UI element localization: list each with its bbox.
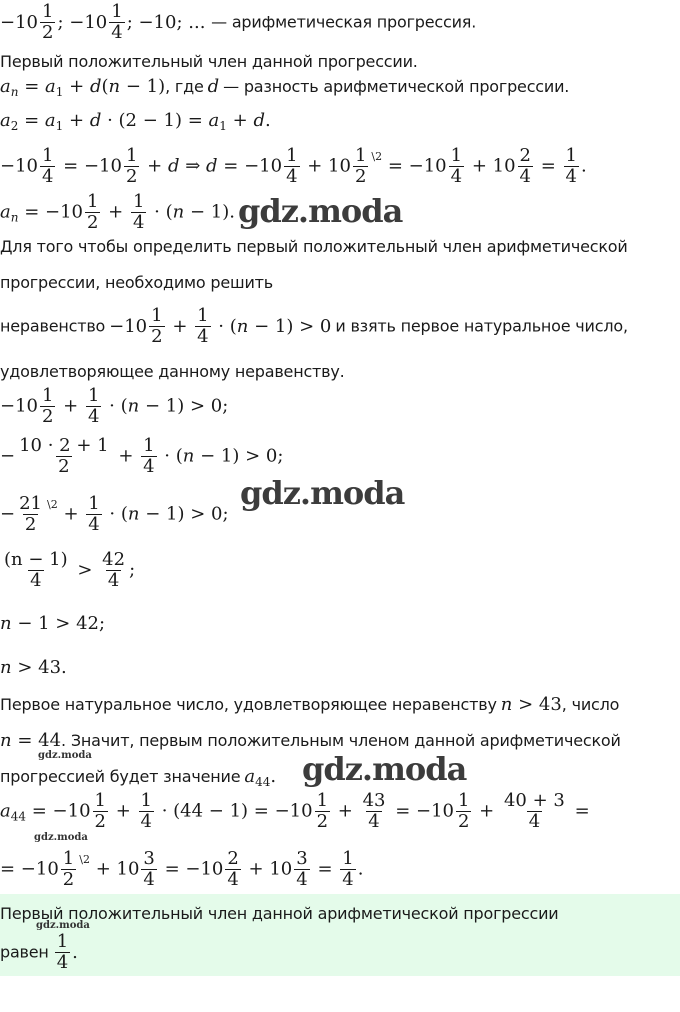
a44-calc-2: = −10 $\frac{1}{2}$ $^{\backslash 2}$ + 10 $\frac{3}{4}$ = −10 $\frac{2}{4}$ + 10 $\frac{3}{4}$ = $\frac{1}{4}$ .: [0, 848, 364, 890]
an-line: $a_n = -10$ $\frac{1}{2}$ + $\frac{1}{4}$ · (n − 1).: [0, 191, 235, 233]
a2-line: $a_2 = a_1 + d \cdot (2 - 1) = a_1 + d$.: [0, 110, 271, 133]
ineq-step-3: − $\frac{21}{2}$ $^{\backslash 2}$ + $\frac{1}{4}$ · (n − 1) > 0;: [0, 493, 229, 535]
formula-line: $a_n = a_1 + d(n - 1)$, где d — разность арифметической прогрессии.: [0, 76, 570, 99]
d-line: −10 $\frac{1}{4}$ = −10 $\frac{1}{2}$ + d ⇒ d = −10 $\frac{1}{4}$ + 10 $\frac{1}{2}$ $^{\backslash 2}$ = −10 $\frac{1}{4}$ + 10 $\frac{2}{4}$ = $\frac{1}{4}$ .: [0, 145, 587, 187]
explain-line-3: удовлетворяющее данному неравенству.: [0, 362, 345, 381]
explain-line-1: Для того чтобы определить первый положительный член арифметической: [0, 237, 628, 256]
watermark: gdz.moda: [302, 750, 467, 788]
explain-line-2: прогрессии, необходимо решить: [0, 273, 273, 292]
ineq-step-5: n − 1 > 42;: [0, 613, 106, 634]
inequality-intro: неравенство −10 $\frac{1}{2}$ + $\frac{1}{4}$ · (n − 1) > 0 и взять первое натуральное число,: [0, 305, 628, 347]
answer-box: [0, 894, 680, 976]
sequence-line: −10 $\frac{1}{2}$ ; −10 $\frac{1}{4}$ ; −10; ... — арифметическая прогрессия.: [0, 1, 477, 43]
ineq-step-1: −10 $\frac{1}{2}$ + $\frac{1}{4}$ · (n − 1) > 0;: [0, 385, 229, 427]
n44-line: n = 44. Значит, первым положительным членом данной арифметической: [0, 730, 621, 751]
watermark-small: gdz.moda: [36, 920, 90, 931]
watermark: gdz.moda: [240, 474, 405, 512]
a44-calc-1: $a_{44} = -10$ $\frac{1}{2}$ + $\frac{1}{4}$ · (44 − 1) = −10 $\frac{1}{2}$ + $\frac{43}{4}$ = −10 $\frac{1}{2}$ + $\frac{40 + 3}{4}$ =: [0, 790, 590, 832]
a44-intro: прогрессией будет значение $a_{44}$.: [0, 766, 277, 789]
sequence-desc: — арифметическая прогрессия.: [211, 12, 477, 32]
ineq-step-4: $\frac{(n - 1)}{4}$ > $\frac{42}{4}$ ;: [4, 549, 136, 591]
ineq-step-2: − $\frac{10 \cdot 2 + 1}{2}$ + $\frac{1}{4}$ · (n − 1) > 0;: [0, 435, 284, 477]
watermark-small: gdz.moda: [34, 832, 88, 843]
task-line: Первый положительный член данной прогрессии.: [0, 52, 418, 71]
answer-line-2: равен $\frac{1}{4}$ .: [0, 931, 78, 973]
watermark: gdz.moda: [238, 192, 403, 230]
natural-line: Первое натуральное число, удовлетворяющее неравенству n > 43, число: [0, 694, 620, 715]
answer-line-1: Первый положительный член данной арифметической прогрессии: [0, 904, 559, 923]
ineq-step-6: n > 43.: [0, 657, 67, 678]
watermark-small: gdz.moda: [38, 750, 92, 761]
